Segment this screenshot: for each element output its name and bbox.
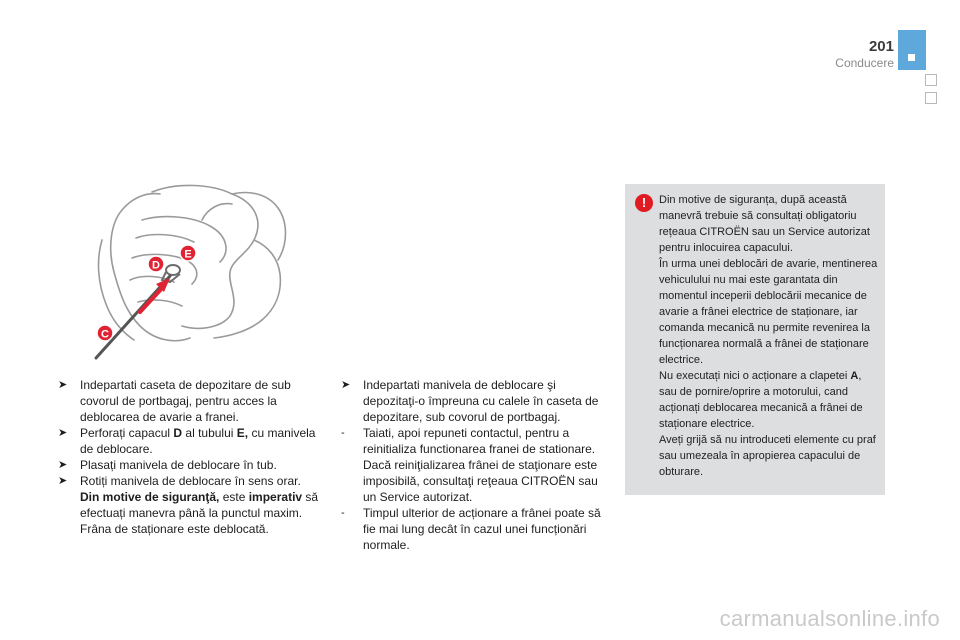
bullet-arrow-icon: ➤ — [58, 475, 68, 487]
svg-text:C: C — [101, 328, 109, 341]
label-d — [148, 256, 164, 272]
svg-text:D: D — [152, 259, 160, 272]
list-item: ➤ Plasați manivela de deblocare în tub. — [58, 458, 277, 472]
list-item: - Taiati, apoi repuneti contactul, pentru a reinitializa functionarea franei de stationare. Dacă reiniţializarea frânei de staţionare este imposibilă, consultaţi reţeaua CITROËN sau un Service autorizat. — [341, 426, 598, 504]
bullet-arrow-icon: ➤ — [58, 427, 68, 439]
page-number: 201 — [868, 38, 894, 55]
middle-instructions — [341, 377, 603, 553]
list-item: ➤ Rotiți manivela de deblocare în sens orar. Din motive de siguranţă, este imperativ să efectuați manevra până la punctul maxim. Frâna de staționare este deblocată. — [58, 474, 319, 536]
label-e — [180, 245, 196, 261]
list-item: ➤ Perforați capacul D al tubului E, cu manivela de deblocare. — [58, 426, 316, 456]
list-item: - Timpul ulterior de acționare a frânei poate să fie mai lung decât în cazul unei funcționări normale. — [341, 506, 601, 552]
bullet-arrow-icon: ➤ — [58, 459, 68, 471]
left-instructions — [58, 377, 320, 537]
chapter-tab-active[interactable] — [898, 30, 926, 70]
list-item: ➤ Indepartati manivela de deblocare şi depozitaţi-o împreuna cu calele în caseta de depozitare, sub covorul de portbagaj. — [341, 378, 599, 424]
bullet-arrow-icon: ➤ — [58, 379, 68, 391]
dash-bullet: - — [341, 507, 345, 519]
section-title: Conducere — [835, 56, 894, 70]
dash-bullet: - — [341, 427, 345, 439]
chapter-tab-empty-2[interactable] — [925, 92, 937, 104]
watermark: carmanualsonline.info — [719, 606, 940, 631]
tab-marker — [908, 54, 915, 61]
chapter-tab-empty-1[interactable] — [925, 74, 937, 86]
brake-release-illustration — [82, 180, 322, 372]
svg-text:E: E — [184, 248, 192, 261]
safety-warning-box — [625, 184, 885, 495]
warning-exclamation-icon: ! — [635, 194, 653, 212]
bullet-arrow-icon: ➤ — [341, 379, 351, 391]
label-c — [97, 325, 113, 341]
list-item: ➤ Indepartati caseta de depozitare de sub covorul de portbagaj, pentru acces la deblocarea de avarie a franei. — [58, 378, 291, 424]
insert-arrow — [140, 286, 164, 312]
warning-text: Din motive de siguranța, după această manevră trebuie să consultați obligatoriu rețeaua CITROËN sau un Service autorizat pentru inlocuirea capacului. În urma unei deblocări de avarie, mentinerea vehiculului nu mai este garantata din momentul inceperii deblocării mecanice de avarie a frânei electrice de staționare, iar comanda mecanică nu permite revenirea la funcționarea normală a frânei de staționare electrice. Nu executați nici o acționare a clapetei A, sau de pornire/oprire a motorului, cand acționați deblocarea mecanică a frânei de staționare electrice. Aveți grijă să nu introduceti elemente cu praf sau umezeala în apropierea capacului de obturare. — [659, 194, 878, 478]
crank-tool — [96, 276, 170, 358]
